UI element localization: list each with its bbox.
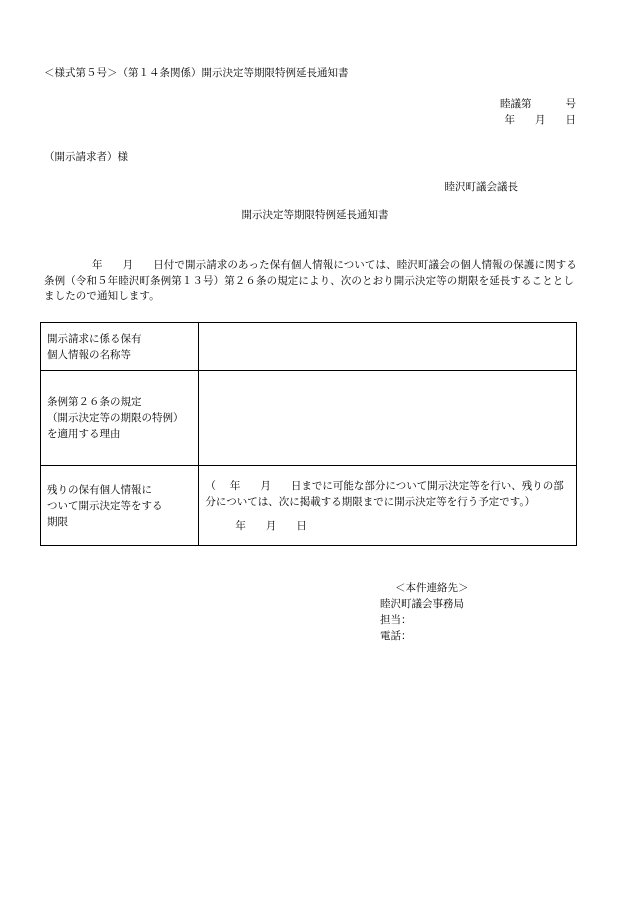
table-row — [41, 323, 577, 371]
row3-open-paren: （ — [205, 479, 216, 492]
row3-month: 月 — [260, 479, 271, 492]
date-month: 月 — [535, 114, 546, 126]
row3-deadline-date — [205, 518, 570, 534]
row2-label-line1: 条例第２６条の規定 — [47, 396, 142, 408]
row3-date-year: 年 — [235, 519, 246, 532]
row3-label-line1: 残りの保有個人情報に — [47, 483, 152, 496]
document-title: 開示決定等期限特例延長通知書 — [241, 209, 389, 221]
row3-deadline-text — [205, 478, 570, 510]
row2-label-line2: （開示決定等の期限の特例） — [47, 412, 184, 424]
contact-title: ＜本件連絡先＞ — [395, 582, 469, 594]
form-number-label: ＜様式第５号＞（第１４条関係）開示決定等期限特例延長通知書 — [44, 67, 349, 79]
date-year: 年 — [504, 114, 515, 126]
table-value-cell — [199, 323, 577, 371]
row3-year: 年 — [229, 479, 241, 492]
sender: 睦沢町議会議長 — [444, 181, 518, 193]
date-day: 日 — [565, 114, 576, 126]
body-paragraph — [44, 258, 584, 305]
table-value-cell — [199, 466, 577, 546]
document-date — [505, 113, 577, 127]
contact-office: 睦沢町議会事務局 — [380, 598, 464, 610]
body-month: 月 — [122, 259, 134, 271]
row3-text: 日までに可能な部分について開示決定等を行い、残りの部分については、次に掲載する期限までに開示決定等を行う予定です。） — [205, 479, 564, 508]
row3-date-month: 月 — [265, 519, 277, 532]
row1-label-line2: 個人情報の名称等 — [47, 348, 131, 361]
document-number-suffix: 号 — [565, 98, 576, 110]
addressee: （開示請求者）様 — [44, 151, 128, 163]
contact-person: 担当： — [380, 614, 412, 626]
table-label-cell — [41, 371, 199, 466]
body-text: 日付で開示請求のあった保有個人情報については、睦沢町議会の個人情報の保護に関する条例（令和５年睦沢町条例第１３号）第２６条の規定により、次のとおり開示決定等の期限を延長することとしましたので通知します。 — [44, 259, 577, 302]
row2-label-line3: を適用する理由 — [47, 428, 121, 440]
row3-label-line2: ついて開示決定等をする — [47, 499, 163, 512]
contact-block — [380, 580, 469, 644]
table-value-cell — [199, 371, 577, 466]
contact-phone: 電話： — [380, 630, 412, 642]
row1-label-line1: 開示請求に係る保有 — [47, 332, 142, 345]
document-number-prefix: 睦議第 — [500, 98, 532, 110]
row3-label-line3: 期限 — [47, 515, 68, 528]
details-table — [40, 322, 577, 546]
row3-date-day: 日 — [296, 519, 307, 532]
table-row — [41, 371, 577, 466]
table-row — [41, 466, 577, 546]
document-number — [500, 97, 576, 111]
table-label-cell — [41, 323, 199, 371]
table-label-cell — [41, 466, 199, 546]
body-year: 年 — [92, 259, 103, 271]
